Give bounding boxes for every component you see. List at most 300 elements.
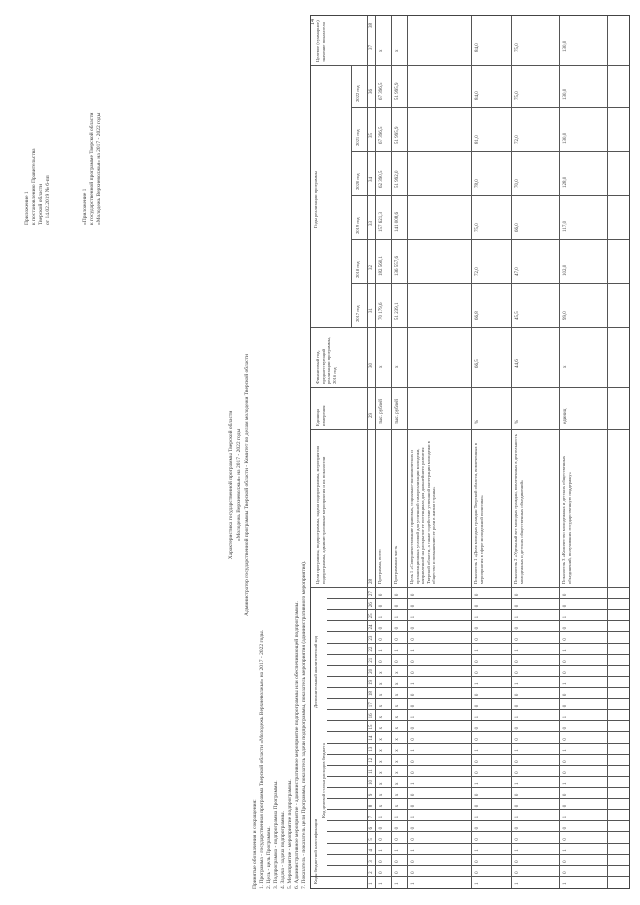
code-digit: 0 <box>379 604 384 608</box>
row-value: х <box>379 365 384 368</box>
code-digit: 1 <box>411 715 416 719</box>
code-digit: 0 <box>515 704 520 708</box>
code-digit: 1 <box>563 882 568 885</box>
column-index: 3 <box>369 860 374 863</box>
row-value: 130,0 <box>563 40 568 52</box>
annex-line: «Молодежь Верхневолжья» на 2017 - 2022 годы <box>96 112 102 225</box>
code-digit: 0 <box>475 704 480 708</box>
code-digit: 0 <box>379 626 384 630</box>
code-digit: 1 <box>395 849 400 852</box>
row-value: 72,0 <box>475 267 480 276</box>
code-digit: 0 <box>379 860 384 863</box>
row-value: 51 995,9 <box>395 82 400 100</box>
row-value: 99,0 <box>563 311 568 320</box>
row-line <box>511 16 512 888</box>
code-digit: x <box>395 738 400 741</box>
code-digit: 1 <box>475 882 480 885</box>
note-item: 6. Административное мероприятие - административное мероприятие подпрограммы или обеспечивающей подпрограммы. <box>294 601 300 889</box>
annex-line: от 14.02.2019 № 6-пп <box>45 175 51 225</box>
row-value: 141 008,6 <box>395 212 400 232</box>
code-digit: 1 <box>515 682 520 685</box>
code-digit: 0 <box>563 693 568 697</box>
row-name: Показатель 1 «Доля молодых граждан Тверской области, вовлеченных в мероприятия в сфере молодежной политики» <box>473 442 484 584</box>
code-digit: x <box>379 782 384 785</box>
code-digit: x <box>379 682 384 685</box>
code-digit: 1 <box>563 749 568 752</box>
code-digit: 0 <box>515 626 520 630</box>
annex-line: к государственной программе Тверской области <box>89 112 95 225</box>
col-line <box>311 587 629 588</box>
code-digit: 0 <box>515 760 520 763</box>
code-digit: 0 <box>395 604 400 608</box>
code-digit: 1 <box>515 782 520 785</box>
code-digit: x <box>395 671 400 674</box>
code-digit: 0 <box>475 660 480 663</box>
code-col-line <box>327 676 629 677</box>
code-digit: 0 <box>563 871 568 874</box>
header-fin-year: Финансовый год, предшествующий реализации программы, 2016 год <box>315 337 337 384</box>
code-digit: 0 <box>411 660 416 663</box>
code-digit: 0 <box>563 760 568 763</box>
row-value: 72,0 <box>515 135 520 144</box>
code-digit: 1 <box>515 815 520 819</box>
code-digit: 0 <box>563 704 568 708</box>
row-name: Программа, всего <box>377 549 382 584</box>
row-value: 70,0 <box>515 179 520 188</box>
code-digit: 0 <box>515 738 520 741</box>
code-digit: 1 <box>563 649 568 652</box>
code-col-line <box>327 765 629 766</box>
column-index: 1 <box>369 882 374 885</box>
row-value: 47,0 <box>515 267 520 276</box>
code-digit: 1 <box>563 782 568 785</box>
row-value: 84,0 <box>475 91 480 100</box>
code-digit: 1 <box>515 882 520 885</box>
code-digit: 0 <box>563 771 568 774</box>
code-digit: 0 <box>411 626 416 630</box>
code-digit: 1 <box>379 615 384 619</box>
code-digit: 0 <box>475 671 480 674</box>
group-header: Коды бюджетной классификации <box>313 818 318 884</box>
row-name: Цель 1 «Совершенствование правовых, социально-экономических и организационных условий для успешной самореализации молодежи, направленной на раскрытие ее потенциала для дальнейшего развития Тверской области, а также содействие успешной интеграции молодежи в общество и повышению ее роли в жизни страны» <box>409 441 437 584</box>
row-value: x <box>395 49 400 52</box>
row-value: х <box>395 365 400 368</box>
code-digit: 1 <box>475 615 480 619</box>
code-digit: 0 <box>475 826 480 830</box>
note-item: 7. Показатель - показатель цели Программы, показатель задачи подпрограммы, показатель мероприятия (административного мероприятия). <box>301 560 307 889</box>
code-digit: 0 <box>515 826 520 830</box>
code-col-line <box>327 743 629 744</box>
row-value: 136 557,6 <box>395 256 400 276</box>
column-index: 32 <box>369 265 374 270</box>
code-digit: 0 <box>395 826 400 830</box>
code-digit: 0 <box>475 804 480 808</box>
code-digit: 0 <box>411 760 416 763</box>
code-digit: 0 <box>475 760 480 763</box>
code-digit: x <box>395 782 400 785</box>
code-col-line <box>327 598 629 599</box>
row-value: 67 396,5 <box>379 82 384 100</box>
column-index: 38 <box>369 23 374 28</box>
code-digit: 0 <box>411 871 416 874</box>
column-index: 30 <box>369 363 374 368</box>
code-digit: 0 <box>563 593 568 597</box>
annex-line: к постановлению Правительства <box>31 148 37 225</box>
code-col-line <box>327 643 629 644</box>
code-digit: 1 <box>395 615 400 619</box>
column-index: 36 <box>369 89 374 94</box>
year-header: 2019 год <box>355 217 360 234</box>
code-col-line <box>327 620 629 621</box>
column-index: 22 <box>369 646 374 652</box>
code-digit: x <box>379 693 384 697</box>
col-line <box>351 283 629 284</box>
row-value: 182 560,1 <box>379 256 384 276</box>
code-digit: x <box>395 682 400 685</box>
code-digit: 0 <box>411 826 416 830</box>
code-digit: 1 <box>411 882 416 885</box>
col-line <box>311 65 629 66</box>
code-digit: 0 <box>475 860 480 863</box>
code-digit: 1 <box>411 649 416 652</box>
col-line <box>351 195 629 196</box>
code-digit: x <box>379 726 384 730</box>
column-index: 25 <box>369 613 374 619</box>
code-digit: 0 <box>411 860 416 863</box>
code-digit: 0 <box>563 626 568 630</box>
code-digit: 1 <box>515 849 520 852</box>
code-digit: 0 <box>475 726 480 730</box>
row-value: тыс. рублей <box>379 399 384 424</box>
header-name: Цели программы, подпрограммы, задачи подпрограммы, мероприятия подпрограммы, административные мероприятия и их показатели <box>315 446 326 584</box>
code-digit: 1 <box>379 849 384 852</box>
code-digit: x <box>395 726 400 730</box>
table-divider <box>375 16 376 888</box>
code-digit: 1 <box>395 882 400 885</box>
code-digit: 0 <box>475 738 480 741</box>
col-line <box>311 429 629 430</box>
code-col-line <box>327 654 629 655</box>
col-line <box>351 239 629 240</box>
code-digit: 0 <box>475 593 480 597</box>
col-line <box>351 107 629 108</box>
code-digit: 1 <box>475 815 480 819</box>
code-digit: 0 <box>515 604 520 608</box>
code-digit: 0 <box>395 626 400 630</box>
code-digit: x <box>395 704 400 708</box>
column-index: 26 <box>369 602 374 608</box>
code-digit: 0 <box>515 638 520 641</box>
code-digit: 1 <box>395 649 400 652</box>
column-index: 21 <box>369 657 374 663</box>
column-index: 18 <box>369 691 374 697</box>
row-value: 117,0 <box>563 220 568 232</box>
code-col-line <box>327 831 629 832</box>
note-item: 3. Подпрограмма - подпрограмма Программы. <box>273 780 279 889</box>
row-value: 70 179,6 <box>379 302 384 320</box>
code-digit: 1 <box>475 849 480 852</box>
code-digit: 0 <box>515 693 520 697</box>
code-col-line <box>327 776 629 777</box>
column-index: 24 <box>369 624 374 630</box>
code-digit: 1 <box>379 815 384 819</box>
code-digit: 0 <box>515 804 520 808</box>
code-digit: 0 <box>515 660 520 663</box>
code-digit: 0 <box>515 838 520 841</box>
row-value: 102,0 <box>563 264 568 276</box>
row-value: 130,0 <box>563 132 568 144</box>
header-period: Годы реализации программы <box>313 171 318 228</box>
code-digit: 1 <box>515 749 520 752</box>
code-digit: 1 <box>475 782 480 785</box>
row-name: Показатель 3 «Количество молодежных и детских общественных объединений, получивших государственную поддержку» <box>561 455 572 584</box>
code-digit: 0 <box>475 693 480 697</box>
header-unit: Единица измерения <box>315 405 326 426</box>
code-digit: 1 <box>395 815 400 819</box>
col-line <box>351 151 629 152</box>
code-digit: x <box>379 804 384 808</box>
code-digit: x <box>395 771 400 774</box>
code-digit: 1 <box>379 649 384 652</box>
year-header: 2017 год <box>355 305 360 322</box>
code-digit: 0 <box>411 771 416 774</box>
code-digit: 1 <box>475 682 480 685</box>
code-digit: x <box>379 704 384 708</box>
code-digit: 0 <box>411 593 416 597</box>
code-digit: 0 <box>395 871 400 874</box>
column-index: 6 <box>369 826 374 830</box>
group-header: Код целевой статьи расходов бюджета <box>321 743 326 818</box>
col-line <box>311 327 629 328</box>
code-digit: 0 <box>411 704 416 708</box>
characteristics-table <box>310 15 630 889</box>
code-digit: 0 <box>475 771 480 774</box>
column-index: 16 <box>369 713 374 719</box>
code-digit: 1 <box>379 882 384 885</box>
code-digit: 1 <box>411 782 416 785</box>
code-digit: 0 <box>379 871 384 874</box>
row-value: 51 992,0 <box>395 170 400 188</box>
code-digit: 0 <box>563 804 568 808</box>
code-digit: 0 <box>563 660 568 663</box>
code-digit: 0 <box>563 793 568 797</box>
code-digit: 0 <box>411 738 416 741</box>
code-digit: 0 <box>515 771 520 774</box>
code-digit: 0 <box>395 660 400 663</box>
code-digit: 0 <box>475 793 480 797</box>
group-header: Дополнительный аналитический код <box>313 635 318 708</box>
table-divider <box>351 66 352 328</box>
note-item: 5. Мероприятие - мероприятие подпрограммы. <box>287 779 293 889</box>
code-col-line <box>327 820 629 821</box>
row-value: 75,0 <box>475 223 480 232</box>
code-digit: 0 <box>411 804 416 808</box>
code-digit: 0 <box>411 638 416 641</box>
code-digit: 0 <box>515 793 520 797</box>
code-digit: 0 <box>411 604 416 608</box>
code-digit: 0 <box>411 726 416 730</box>
column-index: 5 <box>369 838 374 841</box>
row-value: 81,0 <box>475 135 480 144</box>
code-digit: x <box>395 793 400 797</box>
code-digit: 0 <box>379 826 384 830</box>
code-digit: 0 <box>475 871 480 874</box>
row-line <box>607 16 608 888</box>
code-digit: 0 <box>563 671 568 674</box>
row-value: 84,0 <box>475 43 480 52</box>
column-index: 33 <box>369 221 374 226</box>
row-value: 157 621,3 <box>379 212 384 232</box>
row-value: 75,0 <box>515 43 520 52</box>
code-col-line <box>327 843 629 844</box>
code-col-line <box>327 754 629 755</box>
code-digit: x <box>395 749 400 752</box>
code-digit: x <box>395 715 400 719</box>
row-value: % <box>475 419 480 424</box>
code-col-line <box>327 709 629 710</box>
column-index: 11 <box>369 769 374 774</box>
row-value: 78,0 <box>475 179 480 188</box>
code-digit: 0 <box>395 593 400 597</box>
code-col-line <box>327 865 629 866</box>
column-index: 34 <box>369 177 374 182</box>
code-digit: 1 <box>563 849 568 852</box>
code-digit: x <box>395 804 400 808</box>
annex-line: Приложение 1 <box>24 191 30 225</box>
code-digit: 0 <box>475 626 480 630</box>
code-col-line <box>327 798 629 799</box>
code-digit: 1 <box>515 715 520 719</box>
row-value: единиц <box>563 408 568 424</box>
column-index: 19 <box>369 680 374 685</box>
code-digit: 1 <box>563 682 568 685</box>
code-digit: 1 <box>563 815 568 819</box>
column-index: 4 <box>369 849 374 852</box>
code-digit: 1 <box>411 682 416 685</box>
code-digit: 0 <box>563 604 568 608</box>
code-digit: 0 <box>379 593 384 597</box>
row-value: 130,0 <box>563 88 568 100</box>
row-value: 44,6 <box>515 359 520 368</box>
annex-line: «Приложение 1 <box>82 188 88 225</box>
page-title: Характеристика государственной программы Тверской области <box>228 410 234 560</box>
page-admin-line: Администратор государственной программы Тверской области - Комитет по делам молодежи Тверской области <box>244 354 250 616</box>
code-digit: 0 <box>515 871 520 874</box>
column-index: 27 <box>369 591 374 597</box>
code-digit: 0 <box>395 860 400 863</box>
row-value: 67 396,5 <box>379 126 384 144</box>
code-col-line <box>327 631 629 632</box>
code-digit: 1 <box>475 749 480 752</box>
code-digit: 0 <box>563 738 568 741</box>
column-index: 14 <box>369 735 374 741</box>
code-digit: 1 <box>475 715 480 719</box>
annex-line: Тверской области <box>38 183 44 225</box>
code-col-line <box>327 609 629 610</box>
code-digit: 1 <box>515 615 520 619</box>
note-item: 2. Цель - цель Программы. <box>266 826 272 889</box>
code-col-line <box>327 731 629 732</box>
year-header: 2020 год <box>355 173 360 190</box>
code-digit: x <box>395 693 400 697</box>
code-digit: 0 <box>379 660 384 663</box>
header-target: Целевое (суммарное) значение показателя <box>315 20 326 62</box>
row-line <box>471 16 472 888</box>
code-digit: 0 <box>411 671 416 674</box>
code-digit: 0 <box>563 638 568 641</box>
year-header: 2021 год <box>355 129 360 146</box>
column-index: 8 <box>369 804 374 808</box>
row-line <box>391 16 392 888</box>
code-digit: 1 <box>515 649 520 652</box>
note-item: 1. Программа - государственная программа Тверской области «Молодежь Верхневолжья» на 2017 - 2022 годы. <box>259 629 265 889</box>
row-value: 75,0 <box>515 91 520 100</box>
code-digit: 0 <box>395 638 400 641</box>
code-digit: 0 <box>515 593 520 597</box>
code-digit: 1 <box>563 715 568 719</box>
code-digit: x <box>379 715 384 719</box>
column-index: 31 <box>369 308 374 313</box>
row-name: Программная часть <box>393 545 398 584</box>
code-col-line <box>327 665 629 666</box>
code-digit: 0 <box>475 838 480 841</box>
code-digit: 0 <box>563 838 568 841</box>
code-digit: 0 <box>379 838 384 841</box>
notes-heading: Принятые обозначения и сокращения: <box>252 799 258 889</box>
note-item: 4. Задача - задача подпрограммы. <box>280 811 286 889</box>
code-digit: 1 <box>411 815 416 819</box>
code-digit: 1 <box>563 615 568 619</box>
column-index: 9 <box>369 793 374 797</box>
row-value: 66,8 <box>475 311 480 320</box>
year-header: 2018 год <box>355 261 360 278</box>
column-index: 37 <box>369 45 374 50</box>
column-index: 12 <box>369 757 374 763</box>
code-digit: 0 <box>395 838 400 841</box>
row-value: 62 390,5 <box>379 170 384 188</box>
column-index: 28 <box>369 579 374 584</box>
row-value: тыс. рублей <box>395 399 400 424</box>
column-index: 35 <box>369 133 374 138</box>
code-digit: x <box>379 671 384 674</box>
row-value: 66,5 <box>475 359 480 368</box>
code-digit: 0 <box>411 693 416 697</box>
column-index: 13 <box>369 746 374 752</box>
row-value: х <box>563 365 568 368</box>
row-line <box>407 16 408 888</box>
row-value: 45,5 <box>515 311 520 320</box>
code-digit: 0 <box>515 726 520 730</box>
code-digit: 0 <box>475 638 480 641</box>
year-header: 2022 год <box>355 85 360 102</box>
page-subtitle: «Молодежь Верхневолжья» на 2017 - 2022 годы <box>236 428 242 542</box>
row-value: 66,0 <box>515 223 520 232</box>
code-col-line <box>327 687 629 688</box>
code-digit: 0 <box>379 638 384 641</box>
row-value: 51 239,1 <box>395 302 400 320</box>
code-digit: x <box>379 793 384 797</box>
code-col-line <box>327 698 629 699</box>
code-digit: x <box>379 749 384 752</box>
code-digit: 0 <box>475 604 480 608</box>
code-col-line <box>327 720 629 721</box>
row-name: Показатель 2 «Удельный вес молодых граждан, вовлеченных в деятельность молодежных и детских общественных объединений» <box>513 434 524 584</box>
code-digit: 0 <box>515 671 520 674</box>
row-value: x <box>379 49 384 52</box>
code-digit: 1 <box>411 849 416 852</box>
code-digit: 0 <box>563 726 568 730</box>
page-number: 14 <box>310 19 316 25</box>
